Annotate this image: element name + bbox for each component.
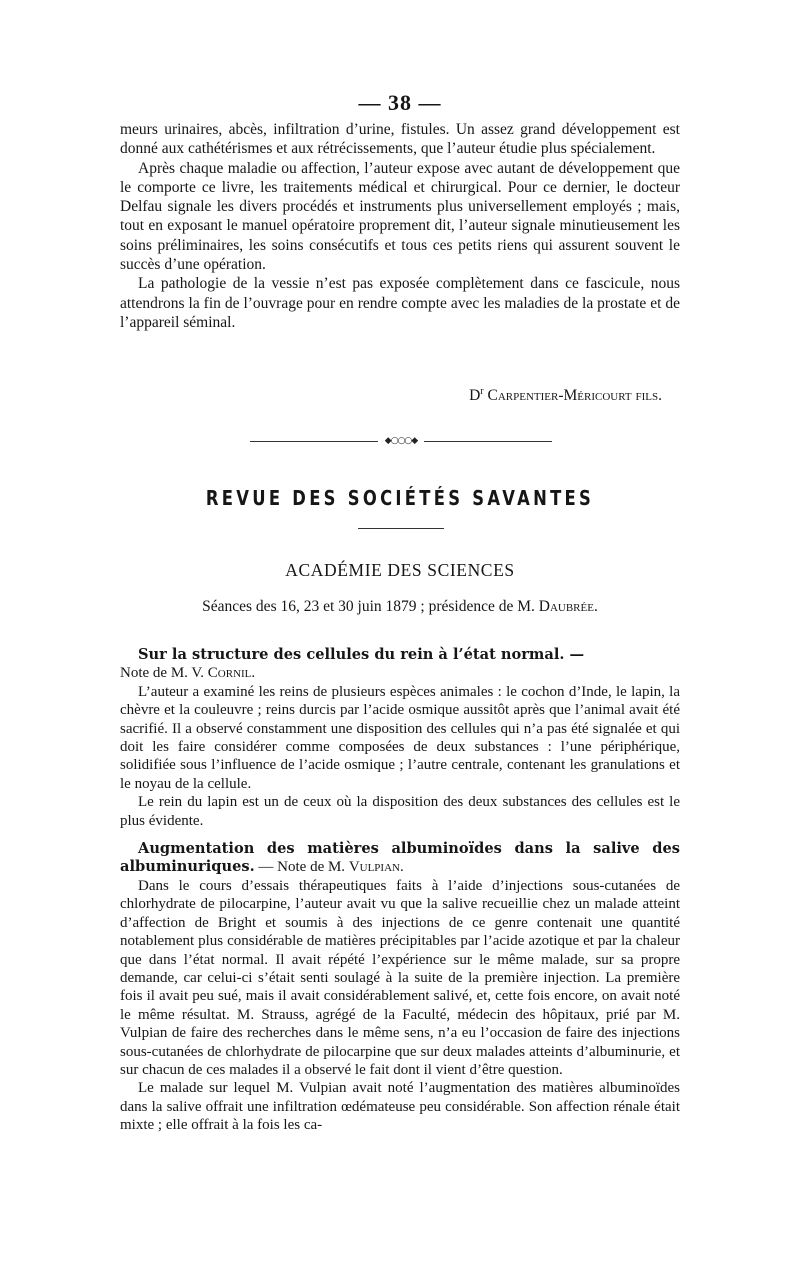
articles <box>120 646 680 1135</box>
note-prefix: — Note de M. <box>254 859 349 876</box>
paragraph: Dans le cours d’essais thérapeutiques faits à l’aide d’injections sous-cutanées de chlorhydrate de pilocarpine, l’auteur avait vu que la salive recueillie chez un malade atteint d’affection de Bright et soumis à des injections de ce genre contenait une quantité notablement plus considérable de matières précipitables par l’acide azotique et par la chaleur que dans l’état normal. Il avait répété l’expérience sur le même malade, sur sa propre demande, car celui-ci s’était senti soulagé à la suite de la première injection. La première fois il avait peu sué, mais il avait considérablement salivé, et, cette fois encore, on avait noté le même résultat. M. Strauss, agrégé de la Faculté, médecin des hôpitaux, prié par M. Vulpian de faire des recherches dans le même sens, n’a eu l’occasion de faire des injections sous-cutanées de chlorhydrate de pilocarpine que sur deux malades atteints d’albuminurie, et sur chacun de ces malades il a observé le fait dont il vient d’être question. <box>120 877 680 1078</box>
article-heading <box>120 646 680 664</box>
page-number: — 38 — <box>358 90 442 115</box>
note-prefix: Note de M. V. <box>120 665 208 682</box>
author-signature <box>469 386 662 405</box>
president-name: Daubrée. <box>538 598 598 615</box>
paragraph: Après chaque maladie ou affection, l’auteur expose avec autant de développement que le comporte ce livre, les traitements médical et chirurgical. Pour ce dernier, le docteur Delfau signale les divers procédés et instruments plus universellement employés ; mais, tout en exposant le manuel opératoire proprement dit, l’auteur signale minutieusement les soins préliminaires, les soins consécutifs et tous ces petits riens qui assurent souvent le succès d’une opération. <box>120 159 680 274</box>
review-conclusion <box>120 120 680 332</box>
signature-sup: r <box>480 386 484 397</box>
article-title: Augmentation des matières albuminoïdes dans la salive des albuminuriques. <box>120 840 680 876</box>
academy-title: ACADÉMIE DES SCIENCES <box>285 560 515 580</box>
session-text: Séances des 16, 23 et 30 juin 1879 ; présidence de M. <box>202 598 539 615</box>
article-title: Sur la structure des cellules du rein à l’état normal. — <box>138 646 585 663</box>
section-title: REVUE DES SOCIÉTÉS SAVANTES <box>205 486 595 510</box>
signature-prefix: D <box>469 387 481 405</box>
signature-name: Carpentier-Méricourt fils. <box>487 387 662 405</box>
paragraph: meurs urinaires, abcès, infiltration d’urine, fistules. Un assez grand développement est donné aux cathétérismes et aux rétrécissements, que l’auteur étudie plus spécialement. <box>120 121 680 158</box>
short-rule <box>358 528 444 529</box>
paragraph: L’auteur a examiné les reins de plusieurs espèces animales : le cochon d’Inde, le lapin, la chèvre et la couleuvre ; reins durcis par l’acide osmique aussitôt après que l’animal avait été sacrifié. Il a observé constamment une disposition des cellules qui n’a pas été signalée et qui doit les faire considérer comme composées de deux substances : l’une périphérique, solidifiée sous l’influence de l’acide osmique ; l’autre centrale, contenant les granulations et le noyau de la cellule. <box>120 683 680 792</box>
article-note <box>120 664 680 682</box>
paragraph: Le rein du lapin est un de ceux où la disposition des deux substances des cellules est le plus évidente. <box>120 794 680 829</box>
paragraph: La pathologie de la vessie n’est pas exposée complètement dans ce fascicule, nous attendrons la fin de l’ouvrage pour en rendre compte avec les maladies de la prostate et de l’appareil séminal. <box>120 275 680 331</box>
session-line <box>0 598 800 616</box>
note-author: Cornil. <box>207 665 256 682</box>
article-heading <box>120 840 680 877</box>
ornamental-divider <box>250 437 552 447</box>
note-author: Vulpian. <box>348 859 404 876</box>
paragraph: Le malade sur lequel M. Vulpian avait noté l’augmentation des matières albuminoïdes dans la salive offrait une infiltration œdémateuse peu considérable. Son affection rénale était mixte ; elle offrait à la fois les ca- <box>120 1080 680 1134</box>
divider-ornament-icon: ◆○○○◆ <box>378 437 424 446</box>
